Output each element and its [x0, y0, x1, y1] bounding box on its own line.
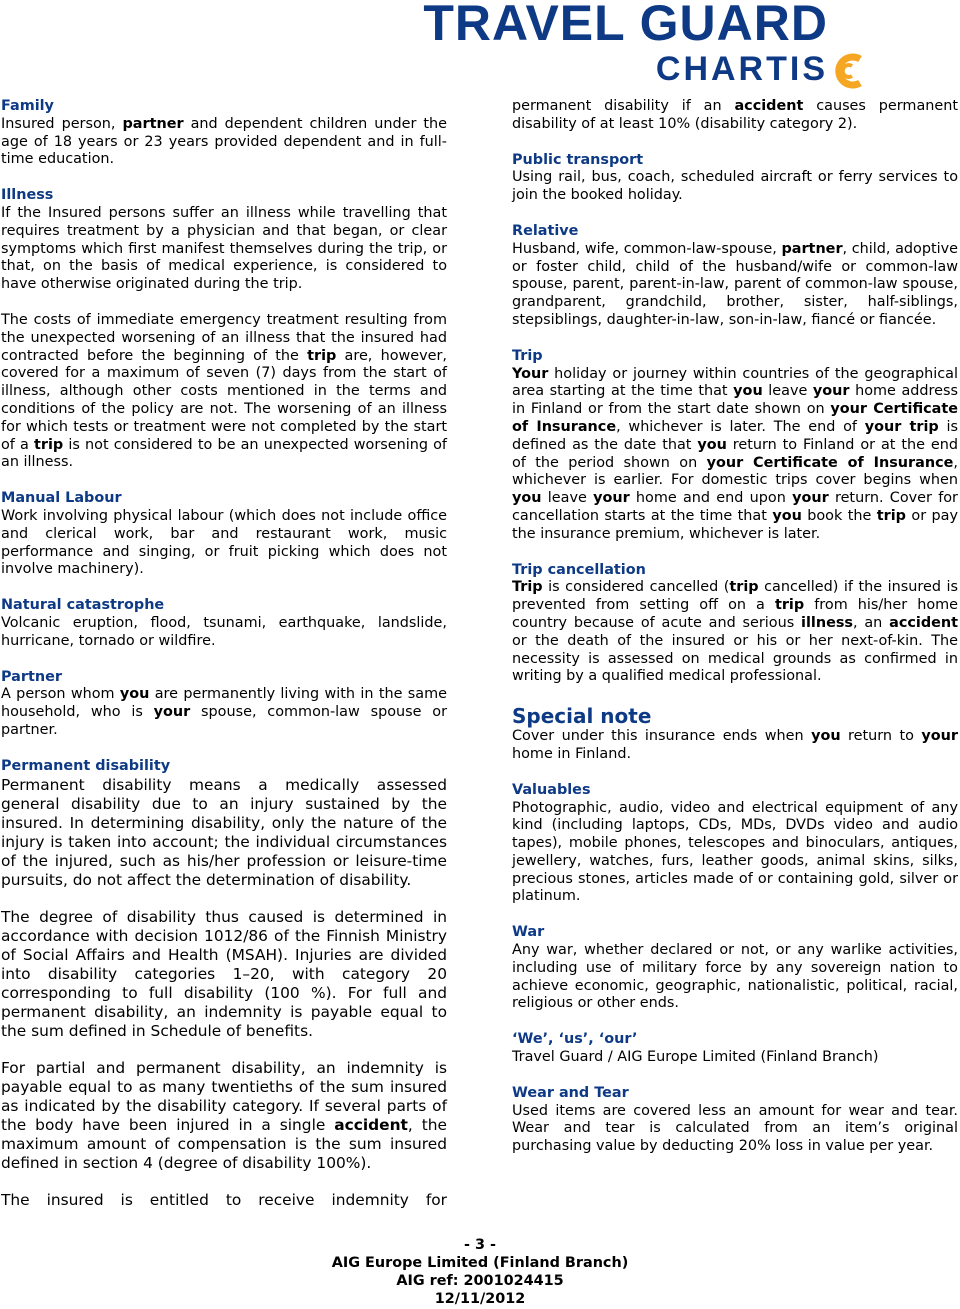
- definition-trip-cancellation: [512, 562, 958, 687]
- term-text: If the Insured persons suffer an illness while travelling that requires treatment by a physician and that began, or clear symptoms which first manifest themselves during the trip, or that, on the basis of medical experience, is considered to have otherwise originated during the trip.: [1, 204, 447, 293]
- right-column: [512, 98, 958, 1174]
- brand-title: TRAVEL GUARD: [423, 0, 828, 51]
- term-heading: Manual Labour: [1, 490, 122, 507]
- term-heading: Natural catastrophe: [1, 597, 165, 614]
- definition-trip: [512, 348, 958, 544]
- term-text: The degree of disability thus caused is determined in accordance with decision 1012/86 of the Finnish Ministry of Social Affairs and Health (MSAH). Injuries are divided into disability categories 1–20, with category 20 corresponding to full disability (100 %). For full and permanent disability, an indemnity is payable equal to the sum defined in Schedule of benefits.: [1, 907, 447, 1040]
- footer-date: 12/11/2012: [434, 1291, 526, 1307]
- definition-continued: [512, 98, 958, 134]
- term-text: Permanent disability means a medically assessed general disability due to an injury sustained by the insured. In determining disability, only the nature of the injury is taken into account; the individual circumstances of the injured, such as his/her profession or leisure-time pursuits, do not affect the determination of disability.: [1, 775, 447, 889]
- definition-public-transport: [512, 152, 958, 205]
- page-number: - 3 -: [464, 1237, 496, 1253]
- definition-wear-and-tear: [512, 1085, 958, 1156]
- definition-family: [1, 98, 447, 169]
- term-text: Your holiday or journey within countries of the geographical area starting at the time that you leave your home address in Finland or from the start date shown on your Certificate of Insurance, whichever is later. The end of your trip is defined as the date that you return to Finland or at the end of the period shown on your Certificate of Insurance, whichever is earlier. For domestic trips cover begins when you leave your home and end upon your return. Cover for cancellation starts at the time that you book the trip or pay the insurance premium, whichever is later.: [512, 365, 959, 542]
- definition-manual-labour: [1, 490, 447, 579]
- term-text: Work involving physical labour (which does not include office and clerical work, bar and restaurant work, music performance and singing, or fruit picking which does not involve machinery).: [1, 507, 447, 578]
- definition-we-us-our: [512, 1031, 958, 1067]
- special-note: [512, 704, 958, 764]
- term-heading: Family: [1, 98, 54, 114]
- term-text: The costs of immediate emergency treatment resulting from the unexpected worsening of an illness that the insured had contracted before the beginning of the trip are, however, covered for a maximum of seven (7) days from the start of illness, although other costs mentioned in the terms and conditions of the policy are not. The worsening of an illness for which tests or treatment were not completed by the start of a trip is not considered to be an unexpected worsening of an illness.: [1, 311, 447, 471]
- brand-subtitle: CHARTIS: [655, 50, 828, 88]
- term-text: Volcanic eruption, flood, tsunami, earthquake, landslide, hurricane, tornado or wildfire.: [1, 614, 447, 649]
- term-text: Trip is considered cancelled (trip cancelled) if the insured is prevented from setting off on a trip from his/her home country because of acute and serious illness, an accident or the death of the insured or his or her next-of-kin. The necessity is assessed on medical grounds as confirmed in writing by a qualified medical professional.: [512, 579, 958, 685]
- term-text: Used items are covered less an amount for wear and tear. Wear and tear is calculated from an item’s original purchasing value by deducting 20% loss in value per year.: [512, 1102, 958, 1155]
- definition-relative: [512, 223, 958, 330]
- term-text: A person whom you are permanently living with in the same household, who is your spouse, common-law spouse or partner.: [1, 686, 447, 738]
- term-text: Insured person, partner and dependent children under the age of 18 years or 23 years provided dependent and in full-time education.: [1, 115, 448, 168]
- term-text: Husband, wife, common-law-spouse, partner, child, adoptive or foster child, child of the husband/wife or common-law spouse, parent, parent-in-law, parent of common-law spouse, grandparent, grandchild, brother, sister, half-siblings, stepsiblings, daughter-in-law, son-in-law, fiancé or fiancée.: [512, 240, 958, 328]
- term-text: For partial and permanent disability, an indemnity is payable equal to as many twentieths of the sum insured as indicated by the disability category. If several parts of the body have been injured in a single accident, the maximum amount of compensation is the sum insured defined in section 4 (degree of disability 100%).: [1, 1058, 447, 1172]
- term-heading: Partner: [1, 668, 62, 685]
- term-heading: Trip cancellation: [512, 561, 646, 578]
- footer-ref: AIG ref: 2001024415: [396, 1273, 564, 1289]
- term-text: permanent disability if an accident causes permanent disability of at least 10% (disability category 2).: [512, 98, 959, 132]
- chartis-swirl-logo-icon: [830, 53, 872, 89]
- page-footer: [300, 1236, 660, 1308]
- term-text: Cover under this insurance ends when you return to your home in Finland.: [512, 728, 958, 762]
- footer-company: AIG Europe Limited (Finland Branch): [331, 1255, 629, 1271]
- definition-valuables: [512, 782, 958, 907]
- page-header: [423, 0, 828, 90]
- term-text: Any war, whether declared or not, or any warlike activities, including use of military force by any sovereign nation to achieve economic, geographic, nationalistic, political, racial, religious or other ends.: [512, 942, 958, 1012]
- definition-illness: [1, 187, 447, 472]
- term-heading: ‘We’, ‘us’, ‘our’: [512, 1031, 638, 1048]
- definition-permanent-disability: [1, 758, 447, 1210]
- special-note-heading: Special note: [512, 704, 652, 729]
- definition-partner: [1, 669, 447, 740]
- term-heading: Valuables: [512, 781, 591, 798]
- term-heading: Trip: [512, 347, 543, 364]
- definition-war: [512, 924, 958, 1013]
- definition-natural-catastrophe: [1, 597, 447, 650]
- term-heading: War: [512, 924, 545, 941]
- term-text: The insured is entitled to receive indemnity for: [1, 1190, 447, 1209]
- term-text: Photographic, audio, video and electrical equipment of any kind (including laptops, CDs, MDs, DVDs video and audio tapes), mobile phones, telescopes and binoculars, antiques, jewellery, watches, furs, leather goods, animal skins, silks, precious stones, articles made of or containing gold, silver or platinum.: [512, 799, 958, 905]
- term-heading: Public transport: [512, 151, 644, 168]
- term-text: Using rail, bus, coach, scheduled aircraft or ferry services to join the booked holiday.: [512, 169, 958, 204]
- term-heading: Permanent disability: [1, 757, 171, 774]
- term-heading: Illness: [1, 187, 54, 204]
- term-heading: Wear and Tear: [512, 1084, 629, 1101]
- term-text: Travel Guard / AIG Europe Limited (Finland Branch): [512, 1049, 879, 1066]
- left-column: [1, 98, 447, 1228]
- term-heading: Relative: [512, 222, 579, 239]
